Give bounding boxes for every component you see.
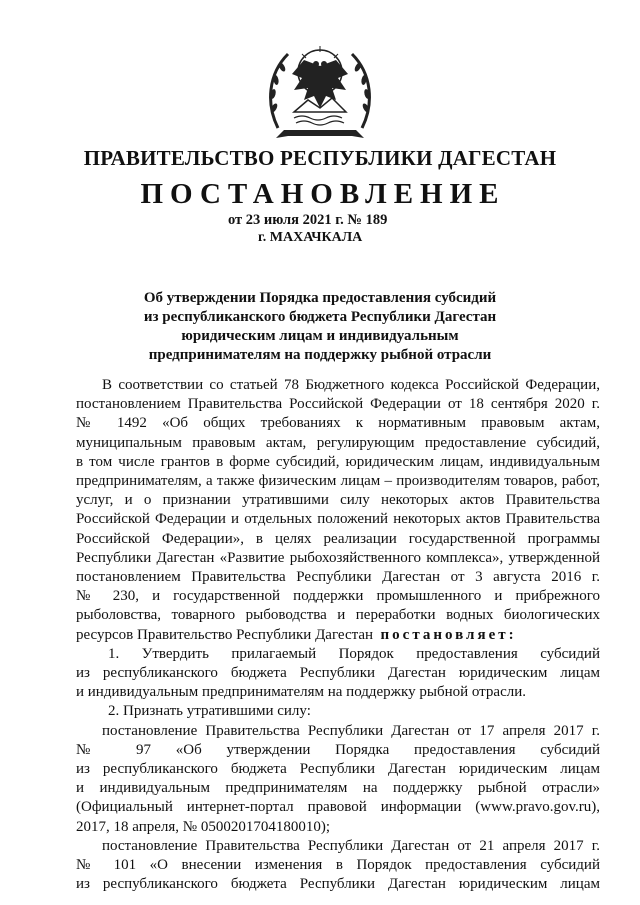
- body-line: № 97 «Об утверждении Порядка предоставления субсидий: [76, 741, 600, 758]
- body-line: Российской Федерации», в целях реализации государственной программы: [76, 530, 600, 547]
- resolve-word: постановляет:: [380, 626, 517, 643]
- body-line: и индивидуальным предпринимателям на поддержку рыбной отрасли»: [76, 780, 600, 797]
- document-type: ПОСТАНОВЛЕНИЕ: [140, 178, 506, 210]
- body-line: муниципальным правовым актам, регулирующим предоставление субсидий,: [76, 434, 600, 451]
- body-line: 2. Признать утратившими силу:: [108, 703, 311, 720]
- body-line: предпринимателям, а также физическим лицам – производителям товаров, работ,: [76, 473, 600, 490]
- title-line: из республиканского бюджета Республики Дагестан: [143, 309, 497, 325]
- body-line: из республиканского бюджета Республики Дагестан юридическим лицам: [76, 876, 600, 893]
- document-title: [100, 289, 540, 365]
- body-line: постановление Правительства Республики Дагестан от 17 апреля 2017 г.: [102, 722, 600, 739]
- body-line: постановлением Правительства Республики Дагестан от 3 августа 2016 г.: [76, 569, 600, 586]
- body-line: постановление Правительства Республики Дагестан от 21 апреля 2017 г.: [102, 837, 600, 854]
- body-line: 2017, 18 апреля, № 0500201704180010);: [76, 818, 331, 835]
- body-line: и индивидуальным предпринимателям на поддержку рыбной отрасли.: [76, 684, 526, 701]
- body-line: в том числе грантов в форме субсидий, юридическим лицам, индивидуальным: [76, 453, 600, 470]
- title-line: предпринимателям на поддержку рыбной отрасли: [148, 347, 492, 363]
- body-line: № 1492 «Об общих требованиях к нормативным правовым актам,: [76, 415, 600, 432]
- body-line-text: ресурсов Правительство Республики Дагестан: [76, 626, 374, 643]
- body-line: рыболовства, товарного рыбоводства и переработки водных биологических: [76, 607, 600, 624]
- body-line: постановлением Правительства Российской Федерации от 18 сентября 2020 г.: [76, 396, 600, 413]
- government-name: ПРАВИТЕЛЬСТВО РЕСПУБЛИКИ ДАГЕСТАН: [83, 146, 557, 170]
- body-line: Республики Дагестан «Развитие рыбохозяйственного комплекса», утвержденной: [76, 549, 600, 566]
- document-body: [76, 376, 600, 894]
- title-line: юридическим лицам и индивидуальным: [181, 328, 459, 344]
- body-line: 1. Утвердить прилагаемый Порядок предоставления субсидий: [108, 645, 600, 662]
- body-line: В соответствии со статьей 78 Бюджетного кодекса Российской Федерации,: [102, 377, 600, 393]
- body-line: № 101 «О внесении изменения в Порядок предоставления субсидий: [76, 857, 600, 874]
- body-line: Российской Федерации и отдельных положений некоторых актов Правительства: [76, 511, 600, 528]
- date-number: от 23 июля 2021 г. № 189: [228, 212, 388, 228]
- coat-of-arms-emblem: [264, 38, 376, 146]
- city: г. МАХАЧКАЛА: [258, 230, 363, 245]
- body-line: № 230, и государственной поддержки промышленного и прибрежного: [76, 588, 600, 605]
- title-line: Об утверждении Порядка предоставления субсидий: [143, 290, 497, 306]
- body-line: из республиканского бюджета Республики Дагестан юридическим лицам: [76, 665, 600, 682]
- body-line: из республиканского бюджета Республики Дагестан юридическим лицам: [76, 761, 600, 778]
- body-line: (Официальный интернет-портал правовой информации (www.pravo.gov.ru),: [76, 799, 600, 816]
- body-line: услуг, и о признании утратившими силу некоторых актов Правительства: [76, 492, 600, 509]
- body-line: [76, 626, 600, 645]
